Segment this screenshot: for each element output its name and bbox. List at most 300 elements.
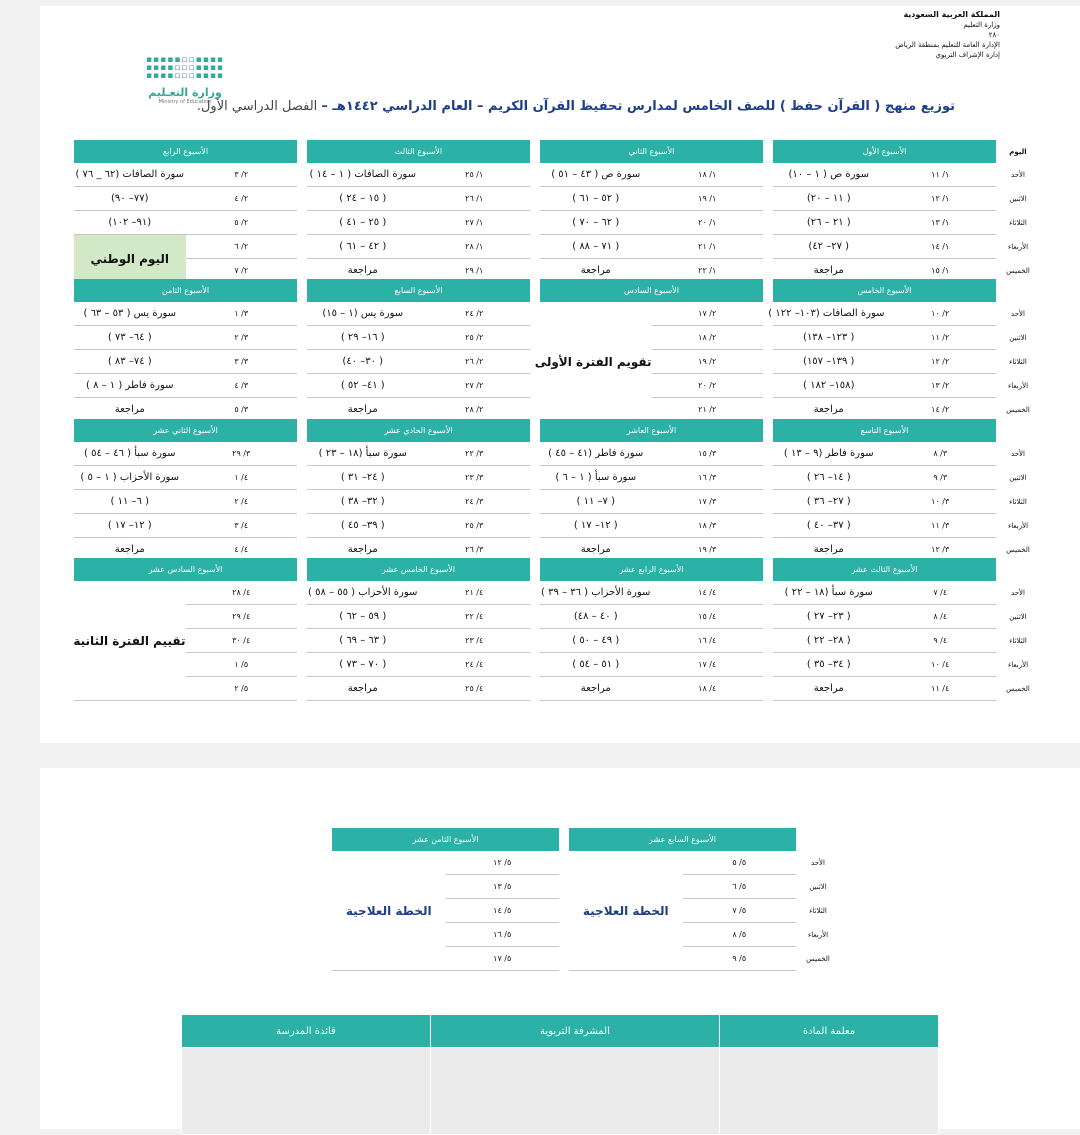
date-cell: ٤/ ١٠ <box>885 653 997 677</box>
gap <box>763 140 773 163</box>
gap <box>297 514 307 538</box>
gap <box>763 629 773 653</box>
gap <box>297 163 307 187</box>
date-cell: ٢/ ٣ <box>186 163 298 187</box>
gap <box>530 302 540 326</box>
schedule-grid <box>74 419 1040 562</box>
date-cell: ٤/ ١٥ <box>652 605 764 629</box>
week-header: الأسبوع الثاني <box>540 140 763 163</box>
week-header: الأسبوع الخامس <box>773 279 996 302</box>
gap <box>297 605 307 629</box>
date-cell: ٣/ ١١ <box>885 514 997 538</box>
date-cell: ٤/ ٩ <box>885 629 997 653</box>
lesson-cell: ( ١٢– ١٧ ) <box>74 514 186 538</box>
table-row <box>74 653 1040 677</box>
date-cell: ٢/ ٢١ <box>652 398 764 422</box>
date-cell: ٤/ ٢٩ <box>186 605 298 629</box>
table-row <box>74 163 1040 187</box>
date-cell: ٥/ ١٣ <box>446 875 560 899</box>
gap <box>763 442 773 466</box>
lesson-cell: ( ٥٢ – ٦١ ) <box>540 187 652 211</box>
gap <box>530 235 540 259</box>
lesson-cell: سورة يس (١ – ١٥) <box>307 302 419 326</box>
table-row <box>74 677 1040 701</box>
table-row <box>74 302 1040 326</box>
lesson-cell: سورة الصافات (٦٢ _ ٧٦ ) <box>74 163 186 187</box>
lesson-cell: ( ١٢٣– ١٣٨) <box>773 326 885 350</box>
date-cell: ٣/ ١٨ <box>652 514 764 538</box>
day-label: الثلاثاء <box>809 906 827 915</box>
week-header: الأسبوع الرابع <box>74 140 297 163</box>
lesson-cell: ( ٧٤– ٨٣ ) <box>74 350 186 374</box>
page-title <box>196 99 955 114</box>
week-header: الأسبوع السادس <box>540 279 763 302</box>
day-label: الأحد <box>1011 309 1025 318</box>
date-cell: ٣/ ١٥ <box>652 442 764 466</box>
day-label: الأربعاء <box>1007 660 1029 669</box>
lesson-cell: ( ٤١– ٥٢ ) <box>307 374 419 398</box>
lesson-cell: سورة فاطر ( ١ – ٨ ) <box>74 374 186 398</box>
gap <box>530 211 540 235</box>
table-row <box>74 187 1040 211</box>
lesson-cell: ( ٦٣ – ٦٩ ) <box>307 629 419 653</box>
gap <box>530 163 540 187</box>
day-column-header <box>996 558 1040 581</box>
date-cell: ٢/ ١٧ <box>652 302 764 326</box>
day-label: الأربعاء <box>1007 242 1029 251</box>
schedule-grid <box>74 558 1040 701</box>
date-cell: ٤/ ١٨ <box>652 677 764 701</box>
date-cell: ٢/ ١١ <box>885 326 997 350</box>
lesson-cell: ( ١٣٩– ١٥٧) <box>773 350 885 374</box>
day-label: الاثنين <box>1009 194 1027 203</box>
lesson-cell: ( ١١ – ٢٠) <box>773 187 885 211</box>
date-cell: ٢/ ١٤ <box>885 398 997 422</box>
date-cell: ٤/ ١٦ <box>652 629 764 653</box>
date-cell: ٥/ ١٤ <box>446 899 560 923</box>
date-cell: ٤/ ٢٨ <box>186 581 298 605</box>
date-cell: ٣/ ٢ <box>186 326 298 350</box>
gap <box>297 374 307 398</box>
date-cell: ٢/ ١٠ <box>885 302 997 326</box>
gap <box>763 211 773 235</box>
date-cell: ٢/ ٤ <box>186 187 298 211</box>
lesson-cell: سورة سبأ ( ٤٦ – ٥٤ ) <box>74 442 186 466</box>
gap <box>297 211 307 235</box>
date-cell: ٥/ ١٦ <box>446 923 560 947</box>
gap <box>297 187 307 211</box>
lesson-cell: سورة فاطر (٤١ – ٤٥ ) <box>540 442 652 466</box>
lesson-cell: مراجعة <box>307 677 419 701</box>
date-cell: ٥/ ٦ <box>683 875 797 899</box>
gap <box>297 279 307 302</box>
date-cell: ٥/ ٨ <box>683 923 797 947</box>
date-cell: ٣/ ٥ <box>186 398 298 422</box>
lesson-cell: سورة يس ( ٥٣ – ٦٣ ) <box>74 302 186 326</box>
table-row <box>74 466 1040 490</box>
day-label: الأربعاء <box>807 930 829 939</box>
gap <box>530 514 540 538</box>
date-cell: ٢/ ٦ <box>186 235 298 259</box>
merged-note-cell: اليوم الوطني <box>74 235 186 283</box>
day-label: الخميس <box>806 954 830 963</box>
date-cell: ٢/ ٧ <box>186 259 298 283</box>
gap <box>297 581 307 605</box>
gap <box>559 899 569 923</box>
lesson-cell: مراجعة <box>307 538 419 562</box>
gap <box>763 187 773 211</box>
lesson-cell: مراجعة <box>773 398 885 422</box>
date-cell: ٢/ ٢٦ <box>419 350 531 374</box>
gap <box>763 490 773 514</box>
table-row <box>74 514 1040 538</box>
table-row <box>74 581 1040 605</box>
date-cell: ٤/ ٧ <box>885 581 997 605</box>
signature-supervisor-box <box>430 1048 719 1135</box>
signature-supervisor-label: المشرفة التربوية <box>430 1015 719 1048</box>
kingdom-name: المملكة العربية السعودية <box>903 10 1000 19</box>
day-label: الاثنين <box>1009 612 1027 621</box>
gap <box>297 350 307 374</box>
day-label: الثلاثاء <box>1009 218 1027 227</box>
merged-note-cell: تقويم الفترة الأولى <box>540 302 652 422</box>
date-cell: ٥/ ٩ <box>683 947 797 971</box>
gap <box>297 235 307 259</box>
date-cell: ١/ ٢٨ <box>419 235 531 259</box>
gap <box>530 187 540 211</box>
lesson-cell: ( ٥٩ – ٦٢ ) <box>307 605 419 629</box>
lesson-cell: سورة سبأ (١٨ – ٢٢ ) <box>773 581 885 605</box>
lesson-cell: سورة الأحزاب ( ١ – ٥ ) <box>74 466 186 490</box>
lesson-cell: ( ٤٩ – ٥٠ ) <box>540 629 652 653</box>
date-cell: ٤/ ١٤ <box>652 581 764 605</box>
day-column-header <box>796 828 840 851</box>
lesson-cell: سورة سبأ (١٨ – ٢٣ ) <box>307 442 419 466</box>
lesson-cell: ( ٢٥ – ٤١ ) <box>307 211 419 235</box>
signature-teacher-label: معلمة المادة <box>720 1015 939 1048</box>
date-cell: ٤/ ٢٣ <box>419 629 531 653</box>
gap <box>297 442 307 466</box>
date-cell: ٤/ ٣ <box>186 514 298 538</box>
table-row <box>74 442 1040 466</box>
date-cell: ٢/ ٢٤ <box>419 302 531 326</box>
lesson-cell: (٧٧– ٩٠) <box>74 187 186 211</box>
date-cell: ٤/ ٨ <box>885 605 997 629</box>
date-cell: ٢/ ١٨ <box>652 326 764 350</box>
gap <box>530 419 540 442</box>
gap <box>763 677 773 701</box>
week-header: الأسبوع العاشر <box>540 419 763 442</box>
lesson-cell: ( ١٦– ٢٩ ) <box>307 326 419 350</box>
lesson-cell: ( ٢١ – ٢٦) <box>773 211 885 235</box>
gap <box>763 398 773 422</box>
day-label: الأحد <box>1011 449 1025 458</box>
gap <box>530 558 540 581</box>
week-header: الأسبوع السابع عشر <box>569 828 796 851</box>
week-header: الأسبوع الرابع عشر <box>540 558 763 581</box>
lesson-cell: سورة فاطر (٩ – ١٣ ) <box>773 442 885 466</box>
date-cell: ٥/ ١٧ <box>446 947 560 971</box>
gap <box>530 442 540 466</box>
gap <box>530 398 540 422</box>
date-cell: ١/ ٢٦ <box>419 187 531 211</box>
date-cell: ٥/ ١٢ <box>446 851 560 875</box>
gap <box>297 677 307 701</box>
date-cell: ٤/ ١١ <box>885 677 997 701</box>
lesson-cell: ( ٣٧– ٤٠ ) <box>773 514 885 538</box>
schedule-grid <box>332 828 840 971</box>
gap <box>530 581 540 605</box>
week-header: الأسبوع السابع <box>307 279 530 302</box>
logo-text-ar: وزارة التعـليم <box>148 86 222 99</box>
lesson-cell: مراجعة <box>307 398 419 422</box>
gap <box>297 558 307 581</box>
week-header: الأسبوع الثامن عشر <box>332 828 559 851</box>
date-cell: ٢/ ١٩ <box>652 350 764 374</box>
date-cell: ١/ ١٨ <box>652 163 764 187</box>
date-cell: ٤/ ٢٤ <box>419 653 531 677</box>
signature-principal-box <box>182 1048 431 1135</box>
week-header: الأسبوع الثالث عشر <box>773 558 996 581</box>
date-cell: ٤/ ١ <box>186 466 298 490</box>
date-cell: ٣/ ١٩ <box>652 538 764 562</box>
date-cell: ٣/ ٤ <box>186 374 298 398</box>
gap <box>530 629 540 653</box>
lesson-cell: ( ٥١ – ٥٤ ) <box>540 653 652 677</box>
gap <box>530 374 540 398</box>
logo-dots-icon: ▪▪▪▪▪▫▫▪▪▪▪ ▪▪▪▪▫▫▫▪▪▪▪ ▪▪▪▪▫▫▫▪▪▪▪ <box>145 55 225 81</box>
table-row <box>74 629 1040 653</box>
lesson-cell: سورة الصافات ( ١ – ١٤ ) <box>307 163 419 187</box>
date-cell: ٣/ ٢٢ <box>419 442 531 466</box>
lesson-cell: ( ٢٣– ٢٧ ) <box>773 605 885 629</box>
gap <box>763 605 773 629</box>
day-label: الأحد <box>811 858 825 867</box>
week-header: الأسبوع الثالث <box>307 140 530 163</box>
merged-note-cell: الخطة العلاجية <box>569 851 683 971</box>
date-cell: ٣/ ١٠ <box>885 490 997 514</box>
lesson-cell: ( ١٤– ٢٦ ) <box>773 466 885 490</box>
lesson-cell: مراجعة <box>540 538 652 562</box>
date-cell: ١/ ٢٧ <box>419 211 531 235</box>
signature-principal-label: قائدة المدرسة <box>182 1015 431 1048</box>
week-header: الأسبوع السادس عشر <box>74 558 297 581</box>
schedule-grid <box>74 279 1040 422</box>
lesson-cell: مراجعة <box>74 398 186 422</box>
lesson-cell: مراجعة <box>74 538 186 562</box>
lesson-cell: ( ٤٠ – ٤٨) <box>540 605 652 629</box>
lesson-cell: ( ٧٠ – ٧٣ ) <box>307 653 419 677</box>
date-cell: ٢/ ٥ <box>186 211 298 235</box>
date-cell: ٥/ ٥ <box>683 851 797 875</box>
gap <box>763 350 773 374</box>
date-cell: ٢/ ٢٧ <box>419 374 531 398</box>
office-name: إدارة الإشراف التربوي <box>935 51 1000 59</box>
date-cell: ٣/ ٣ <box>186 350 298 374</box>
date-cell: ١/ ١٩ <box>652 187 764 211</box>
lesson-cell: ( ٢٧– ٤٢) <box>773 235 885 259</box>
day-label: الثلاثاء <box>1009 497 1027 506</box>
lesson-cell: ( ٢٤– ٣١ ) <box>307 466 419 490</box>
week-header: الأسبوع الثاني عشر <box>74 419 297 442</box>
lesson-cell: سورة ص ( ٤٣ – ٥١ ) <box>540 163 652 187</box>
date-cell: ٢/ ٢٨ <box>419 398 531 422</box>
week-header: الأسبوع الأول <box>773 140 996 163</box>
lesson-cell: ( ٢٨– ٢٢ ) <box>773 629 885 653</box>
gap <box>530 140 540 163</box>
signature-table <box>181 1014 939 1135</box>
day-label: الأحد <box>1011 170 1025 179</box>
day-label: الأحد <box>1011 588 1025 597</box>
lesson-cell: مراجعة <box>773 538 885 562</box>
lesson-cell: مراجعة <box>773 259 885 283</box>
lesson-cell: ( ٧١ – ٨٨ ) <box>540 235 652 259</box>
date-cell: ٤/ ٢٥ <box>419 677 531 701</box>
gap <box>530 326 540 350</box>
date-cell: ٣/ ٢٥ <box>419 514 531 538</box>
week-header: الأسبوع الخامس عشر <box>307 558 530 581</box>
gap <box>559 923 569 947</box>
lesson-cell: ( ٦– ١١ ) <box>74 490 186 514</box>
table-row <box>74 235 1040 259</box>
lesson-cell: ( ٦٢ – ٧٠ ) <box>540 211 652 235</box>
day-label: الاثنين <box>1009 333 1027 342</box>
lesson-cell: مراجعة <box>540 677 652 701</box>
gap <box>530 653 540 677</box>
title-main: توزيع منهج ( القرآن حفظ ) للصف الخامس لمدارس تحفيظ القرآن الكريم – العام الدراسي ١٤٤٢هـ – <box>321 99 955 114</box>
date-cell: ١/ ١١ <box>885 163 997 187</box>
date-cell: ٣/ ٩ <box>885 466 997 490</box>
date-cell: ٤/ ٢١ <box>419 581 531 605</box>
day-label: الخميس <box>1006 266 1030 275</box>
week-header: الأسبوع الحادي عشر <box>307 419 530 442</box>
ministry-logo <box>130 56 240 105</box>
gap <box>559 851 569 875</box>
department-name: الإدارة العامة للتعليم بمنطقة الرياض <box>895 41 1000 49</box>
date-cell: ٢/ ٢٠ <box>652 374 764 398</box>
date-cell: ١/ ٢٩ <box>419 259 531 283</box>
date-cell: ٣/ ١٢ <box>885 538 997 562</box>
date-cell: ١/ ١٤ <box>885 235 997 259</box>
lesson-cell: ( ٣٤– ٣٥ ) <box>773 653 885 677</box>
gap <box>763 326 773 350</box>
date-cell: ٣/ ٢٣ <box>419 466 531 490</box>
week-header: الأسبوع الثامن <box>74 279 297 302</box>
date-cell: ١/ ١٥ <box>885 259 997 283</box>
table-row <box>332 851 840 875</box>
date-cell: ٣/ ٢٤ <box>419 490 531 514</box>
merged-note-cell: تقييم الفترة الثانية <box>74 581 186 701</box>
date-cell: ٢/ ١٢ <box>885 350 997 374</box>
table-row <box>74 211 1040 235</box>
lesson-cell: ( ٣٩– ٤٥ ) <box>307 514 419 538</box>
gap <box>559 875 569 899</box>
merged-note-cell: الخطة العلاجية <box>332 851 446 971</box>
date-cell: ٥/ ٢ <box>186 677 298 701</box>
gap <box>297 302 307 326</box>
lesson-cell: ( ٣٢– ٣٨ ) <box>307 490 419 514</box>
day-column-header: اليوم <box>1009 147 1027 156</box>
date-cell: ٢/ ١٣ <box>885 374 997 398</box>
table-row <box>74 605 1040 629</box>
gap <box>763 163 773 187</box>
date-cell: ٣/ ١٧ <box>652 490 764 514</box>
day-label: الأربعاء <box>1007 521 1029 530</box>
header-code: ٢٨٠ <box>988 31 1000 39</box>
date-cell: ٣/ ٢٦ <box>419 538 531 562</box>
lesson-cell: ( ١٢– ١٧ ) <box>540 514 652 538</box>
lesson-cell: مراجعة <box>773 677 885 701</box>
signature-teacher-box <box>720 1048 939 1135</box>
gap <box>297 398 307 422</box>
schedule-grid <box>74 140 1040 283</box>
title-rest: الفصل الدراسي الأول. <box>196 99 322 114</box>
day-column-header <box>996 419 1040 442</box>
gap <box>559 947 569 971</box>
gap <box>530 677 540 701</box>
lesson-cell: ( ٣٠– ٤٠) <box>307 350 419 374</box>
day-label: الخميس <box>1006 545 1030 554</box>
gap <box>763 279 773 302</box>
gap <box>763 374 773 398</box>
lesson-cell: سورة الأحزاب ( ٣٦ – ٣٩ ) <box>540 581 652 605</box>
ministry-header <box>800 10 1000 60</box>
ministry-name: وزارة التعليم <box>963 21 1000 29</box>
lesson-cell: سورة الأحزاب ( ٥٥ – ٥٨ ) <box>307 581 419 605</box>
day-column-header <box>996 279 1040 302</box>
gap <box>297 629 307 653</box>
date-cell: ٢/ ٢٥ <box>419 326 531 350</box>
gap <box>763 235 773 259</box>
week-header: الأسبوع التاسع <box>773 419 996 442</box>
date-cell: ٣/ ١ <box>186 302 298 326</box>
gap <box>559 828 569 851</box>
gap <box>530 490 540 514</box>
day-label: الأربعاء <box>1007 381 1029 390</box>
date-cell: ٥/ ١ <box>186 653 298 677</box>
date-cell: ٤/ ٤ <box>186 538 298 562</box>
date-cell: ٥/ ٧ <box>683 899 797 923</box>
lesson-cell: ( ٦٤– ٧٣ ) <box>74 326 186 350</box>
gap <box>763 581 773 605</box>
lesson-cell: مراجعة <box>307 259 419 283</box>
date-cell: ٣/ ٨ <box>885 442 997 466</box>
gap <box>297 653 307 677</box>
date-cell: ٣/ ٢٩ <box>186 442 298 466</box>
date-cell: ٤/ ٢٢ <box>419 605 531 629</box>
gap <box>530 605 540 629</box>
lesson-cell: (٩١– ١٠٢) <box>74 211 186 235</box>
gap <box>763 514 773 538</box>
day-label: الاثنين <box>1009 473 1027 482</box>
date-cell: ٤/ ١٧ <box>652 653 764 677</box>
gap <box>297 466 307 490</box>
lesson-cell: مراجعة <box>540 259 652 283</box>
date-cell: ١/ ٢٠ <box>652 211 764 235</box>
gap <box>297 140 307 163</box>
date-cell: ٤/ ٣٠ <box>186 629 298 653</box>
day-label: الخميس <box>1006 684 1030 693</box>
date-cell: ١/ ١٢ <box>885 187 997 211</box>
lesson-cell: (١٥٨– ١٨٢ ) <box>773 374 885 398</box>
day-label: الخميس <box>1006 405 1030 414</box>
lesson-cell: ( ٤٢ – ٦١ ) <box>307 235 419 259</box>
date-cell: ١/ ٢٢ <box>652 259 764 283</box>
gap <box>763 558 773 581</box>
date-cell: ١/ ٢١ <box>652 235 764 259</box>
day-label: الثلاثاء <box>1009 357 1027 366</box>
lesson-cell: سورة الصافات (١٠٣– ١٢٢ ) <box>773 302 885 326</box>
